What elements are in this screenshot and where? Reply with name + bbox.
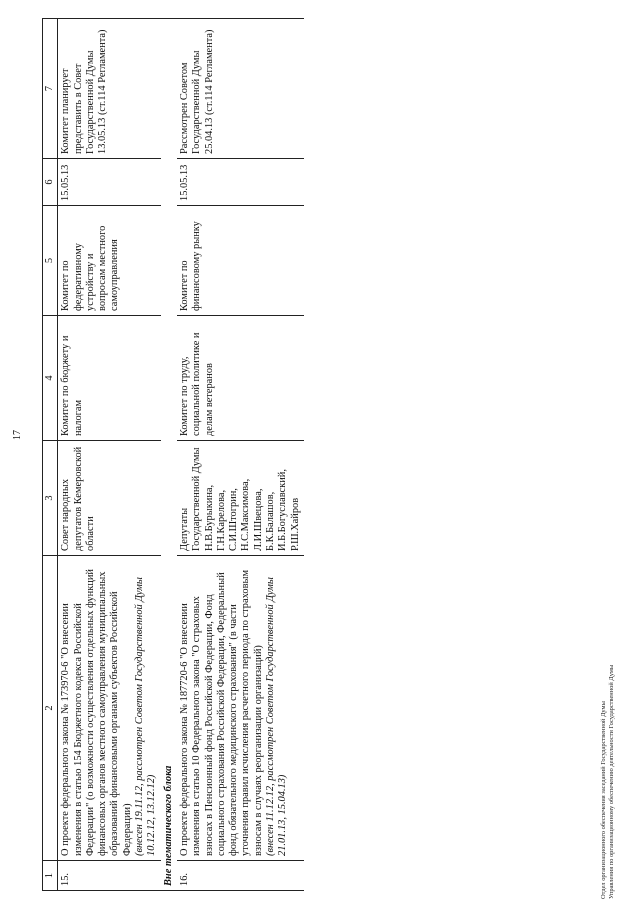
date-cell: 15.05.13 — [58, 159, 161, 206]
column-header: 5 — [43, 206, 58, 316]
table-row — [177, 19, 304, 891]
header-row — [43, 19, 58, 891]
author-cell: Совет народных депутатов Кемеровской области — [58, 441, 161, 556]
column-header: 2 — [43, 556, 58, 861]
bill-title: О проекте федерального закона № 187720-6 "О внесении изменения в статью 10 Федерального закона "О страховых взносах в Пенсионный фонд Российской Федерации, Фонд социального страхования Российской Федерации, Федеральный фонд обязательного медицинского страхования" (в части уточнения правил исчисления расчетного периода по страховым взносам в случаях реорганизации организаций) — [178, 569, 264, 856]
co-committee-cell: Комитет по финансовому рынку — [177, 206, 304, 316]
footer-line: Управления по организационному обеспечению деятельности Государственной Думы — [608, 664, 615, 899]
table-row — [58, 19, 161, 891]
block-title: Вне тематического блока — [161, 19, 177, 891]
bill-title: О проекте федерального закона № 173970-6 "О внесении изменения в статью 154 Бюджетного кодекса Российской Федерации" (о возможности осуществления отдельных функций финансовых органов местного самоуправления муниципальных образований финансовыми органами субъектов Российской Федерации) — [60, 569, 133, 856]
column-header: 3 — [43, 441, 58, 556]
author-cell: Депутаты Государственной Думы Н.В.Бурыкина, Г.Н.Карелова, С.И.Штогрин, Н.С.Максимова, Л.И.Швецова, Б.К.Балашов, И.Б.Богуславский, Р.Ш.Хайров — [177, 441, 304, 556]
bill-note: (внесен 19.11.12, рассмотрен Советом Государственной Думы 10.12.12, 13.12.12) — [134, 577, 158, 856]
footer — [600, 379, 616, 899]
bill-cell — [58, 556, 161, 861]
co-committee-cell: Комитет по федеративному устройству и вопросам местного самоуправления — [58, 206, 161, 316]
block-title-row — [161, 19, 177, 891]
footer-line: Отдел организационного обеспечения заседаний Государственной Думы — [600, 701, 607, 899]
row-number: 15. — [58, 861, 161, 891]
bills-table — [42, 18, 304, 891]
column-header: 7 — [43, 19, 58, 159]
row-number: 16. — [177, 861, 304, 891]
page-number: 17 — [12, 430, 23, 440]
status-cell: Комитет планирует представить в Совет Государственной Думы 13.05.13 (ст.114 Регламента) — [58, 19, 161, 159]
bill-note: (внесен 11.12.12, рассмотрен Советом Государственной Думы 21.01.13, 15.04.13) — [265, 577, 289, 856]
column-header: 4 — [43, 316, 58, 441]
column-header: 1 — [43, 861, 58, 891]
committee-cell: Комитет по бюджету и налогам — [58, 316, 161, 441]
column-header: 6 — [43, 159, 58, 206]
bill-cell — [177, 556, 304, 861]
date-cell: 15.05.13 — [177, 159, 304, 206]
committee-cell: Комитет по труду, социальной политике и делам ветеранов — [177, 316, 304, 441]
status-cell: Рассмотрен Советом Государственной Думы 25.04.13 (ст.114 Регламента) — [177, 19, 304, 159]
